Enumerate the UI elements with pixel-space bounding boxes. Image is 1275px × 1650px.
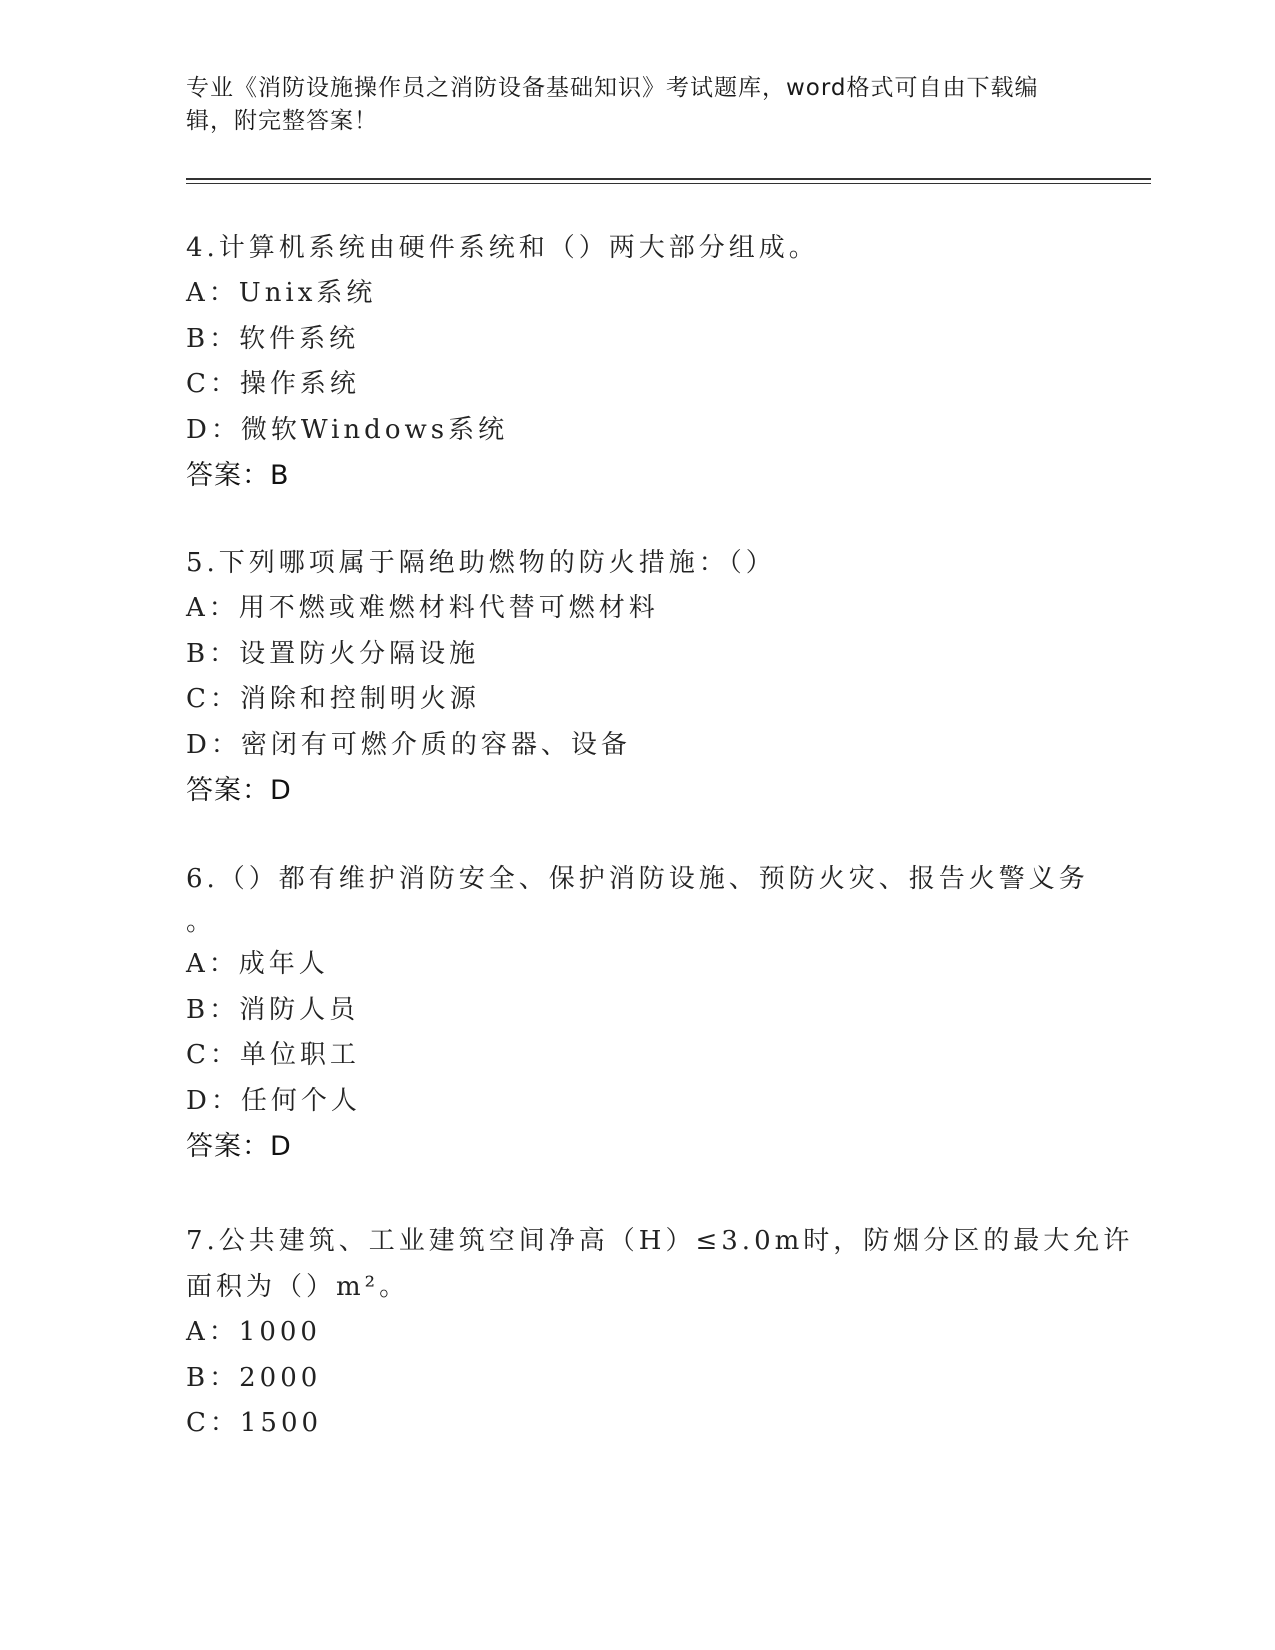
answer: 答案：B [186, 460, 290, 491]
option-a: A：1000 [186, 1317, 321, 1347]
option-d: D：密闭有可燃介质的容器、设备 [186, 729, 631, 760]
option-c: C：1500 [186, 1408, 323, 1438]
answer: 答案：D [186, 1131, 292, 1162]
option-a: A：成年人 [186, 949, 329, 979]
option-d: D：任何个人 [186, 1085, 361, 1116]
question-stem: 6.（）都有维护消防安全、保护消防设施、预防火灾、报告火警义务 [186, 864, 1089, 894]
header-divider-bottom [186, 183, 1151, 184]
question-stem-continuation: 面积为（）m²。 [186, 1272, 410, 1302]
option-c: C：消除和控制明火源 [186, 684, 480, 714]
option-a: A：用不燃或难燃材料代替可燃材料 [186, 593, 659, 623]
option-b: B：设置防火分隔设施 [186, 638, 480, 669]
header-line-2: 辑，附完整答案！ [186, 108, 378, 134]
question-5 [186, 540, 1086, 813]
option-b: B：2000 [186, 1362, 322, 1393]
document-header [186, 72, 1066, 138]
header-divider-top [186, 178, 1151, 180]
question-stem: 4.计算机系统由硬件系统和（）两大部分组成。 [186, 233, 819, 263]
option-d: D：微软Windows系统 [186, 414, 509, 445]
option-b: B：消防人员 [186, 994, 360, 1025]
question-6 [186, 856, 1089, 1169]
question-7 [186, 1218, 1134, 1447]
option-c: C：操作系统 [186, 369, 360, 399]
answer: 答案：D [186, 775, 292, 806]
question-stem: 5.下列哪项属于隔绝助燃物的防火措施：（） [186, 548, 776, 578]
option-a: A：Unix系统 [186, 278, 377, 308]
question-4 [186, 225, 1086, 498]
option-c: C：单位职工 [186, 1040, 360, 1070]
option-b: B：软件系统 [186, 323, 360, 354]
question-stem-continuation: 。 [186, 907, 217, 937]
header-line-1: 专业《消防设施操作员之消防设备基础知识》考试题库，word格式可自由下载编 [186, 75, 1039, 101]
question-stem: 7.公共建筑、工业建筑空间净高（H）≤3.0m时，防烟分区的最大允许 [186, 1226, 1134, 1256]
